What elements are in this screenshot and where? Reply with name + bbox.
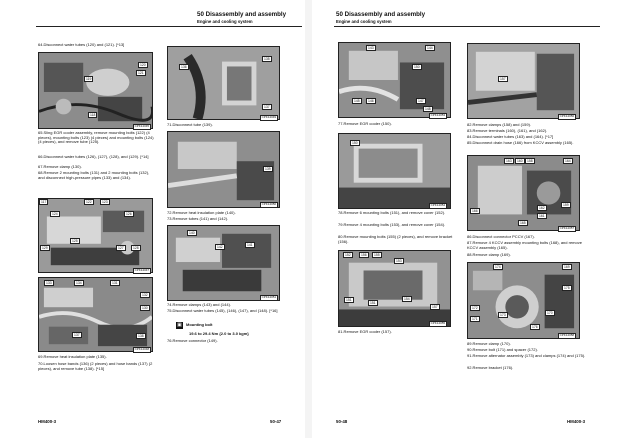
step-80: 80.Remove mounting bolts (155) (2 pieces), and remove bracket (156). <box>338 234 453 244</box>
step-72: 72.Remove heat insulation plate (140). <box>167 210 236 215</box>
page-subtitle: Engine and cooling system <box>336 19 392 24</box>
callout-156: 156 <box>361 253 367 257</box>
callout-135: 135 <box>264 57 270 61</box>
callout-122: 122 <box>86 200 92 204</box>
callout-145: 145 <box>354 99 360 103</box>
callout-173: 173 <box>500 313 506 317</box>
footer-page: 50-48 <box>336 419 348 424</box>
callout-158: 158 <box>527 159 533 163</box>
step-82: 82.Remove clamps (158) and (159). <box>467 122 532 127</box>
right-page <box>312 0 620 438</box>
step-77: 77.Remove EGR cooler (150). <box>338 121 392 126</box>
step-74: 74.Remove clamps (143) and (144). <box>167 302 232 307</box>
footer-page: 50-47 <box>270 419 282 424</box>
step-78: 78.Remove 6 mounting bolts (151), and remove cover (152). <box>338 210 446 215</box>
callout-154: 154 <box>404 297 410 301</box>
step-81: 81.Remove EGR cooler (157). <box>338 329 392 334</box>
callout-128: 128 <box>133 246 139 250</box>
callout-120: 120 <box>140 63 146 67</box>
callout-124: 124 <box>52 212 58 216</box>
callout-151: 151 <box>346 298 352 302</box>
step-76: 76.Remove connector (149). <box>167 338 218 343</box>
fig-id: CPK14057 <box>559 226 575 230</box>
callout-144: 144 <box>427 46 433 50</box>
callout-126: 126 <box>126 212 132 216</box>
step-90: 90.Remove bolt (171) and spacer (172). <box>467 347 538 352</box>
callout-139: 139 <box>265 167 271 171</box>
callout-143: 143 <box>368 46 374 50</box>
callout-141: 141 <box>247 243 253 247</box>
callout-151b: 151 <box>370 301 376 305</box>
callout-159: 159 <box>563 203 569 207</box>
callout-146: 146 <box>368 99 374 103</box>
callout-169: 169 <box>564 265 570 269</box>
fig-id: CPK14045 <box>134 124 150 128</box>
step-70: 70.Loosen hose bands (136) (2 pieces) and hose bands (137) (2 pieces), and remove tube (138). [*15] <box>38 361 153 371</box>
callout-160: 160 <box>517 159 523 163</box>
callout-155: 155 <box>374 253 380 257</box>
callout-157b: 157 <box>500 77 506 81</box>
fig-id: CPK14049 <box>261 115 277 119</box>
fig-id: CPK14054 <box>430 203 446 207</box>
footer-model: HM400-3 <box>38 419 57 424</box>
fig-id: CPK14051 <box>261 295 277 299</box>
footer-model: HM400-3 <box>567 419 586 424</box>
engine-photo-77 <box>338 42 451 118</box>
callout-138: 138 <box>138 334 144 338</box>
step-71: 71.Disconnect tube (139). <box>167 122 213 127</box>
callout-165: 165 <box>520 221 526 225</box>
callout-176: 176 <box>532 325 538 329</box>
page-title: 50 Disassembly and assembly <box>197 11 287 18</box>
fig-id: CPK14047 <box>134 268 150 272</box>
step-87: 87.Remove 4 KCCV assembly mounting bolts (168), and remove KCCV assembly (165). <box>467 240 582 250</box>
torque-icon: ▣ <box>177 322 182 328</box>
step-64: 64.Disconnect water tubes (120) and (121). [*13] <box>38 42 125 47</box>
fig-id: CPK14058 <box>559 333 575 337</box>
fig-id: CPK14055 <box>430 321 446 325</box>
callout-119: 119 <box>86 77 92 81</box>
callout-150: 150 <box>414 65 420 69</box>
header-rule <box>334 26 600 27</box>
callout-136: 136 <box>181 65 187 69</box>
callout-171: 171 <box>472 317 478 321</box>
step-65: 65.Sling EGR cooler assembly, remove mounting bolts (122) (4 pieces), mounting bolts (123) (4 pieces) and mounting bolts (124) (4 pieces), and remove tube (125). <box>38 130 154 145</box>
step-92: 92.Remove bracket (176). <box>467 365 514 370</box>
torque-title: Mounting bolt <box>186 322 213 327</box>
callout-130: 130 <box>142 306 148 310</box>
callout-157: 157 <box>432 305 438 309</box>
callout-150b: 150 <box>352 141 358 145</box>
step-85: 85.Disconnect drain hose (166) from KCCV assembly (165). <box>467 140 574 145</box>
step-86: 86.Disconnect connector PCCV (167). <box>467 234 535 239</box>
step-89: 89.Remove clamp (170). <box>467 341 511 346</box>
callout-129: 129 <box>42 246 48 250</box>
step-75: 75.Disconnect water tubes (145), (146), (147), and (148). [*16] <box>167 308 278 313</box>
callout-152: 152 <box>345 253 351 257</box>
engine-photo-68 <box>38 277 153 352</box>
callout-163: 163 <box>506 159 512 163</box>
engine-photo-65 <box>38 198 153 273</box>
step-69: 69.Remove heat insulation plate (135). <box>38 354 107 359</box>
step-88: 88.Remove clamp (169). <box>467 252 511 257</box>
callout-164: 164 <box>565 159 571 163</box>
step-83: 83.Remove terminals (160), (161), and (162). <box>467 128 548 133</box>
callout-147: 147 <box>418 99 424 103</box>
step-68: 68.Remove 2 mounting bolts (131) and 2 mounting bolts (132), and disconnect high-pressure pipes (133) and (134). <box>38 170 150 180</box>
callout-132: 132 <box>142 293 148 297</box>
step-67: 67.Remove clamp (130). <box>38 164 82 169</box>
callout-172: 172 <box>472 306 478 310</box>
fig-id: CPK14056 <box>559 114 575 118</box>
page-subtitle: Engine and cooling system <box>197 19 253 24</box>
fig-id: CPK14048 <box>134 347 150 351</box>
callout-117: 117 <box>41 200 47 204</box>
left-page <box>0 0 305 438</box>
callout-123: 123 <box>102 200 108 204</box>
callout-148: 148 <box>425 107 431 111</box>
step-84: 84.Disconnect water tubes (163) and (164). [*17] <box>467 134 554 139</box>
callout-162: 162 <box>539 206 545 210</box>
callout-170: 170 <box>547 311 553 315</box>
torque-value: 19.6 to 29.4 Nm {2.0 to 3.0 kgm} <box>189 331 249 336</box>
engine-photo-89 <box>467 262 580 339</box>
page-title: 50 Disassembly and assembly <box>336 11 426 18</box>
fig-id: CPK14050 <box>261 202 277 206</box>
callout-153: 153 <box>396 259 402 263</box>
callout-175: 175 <box>564 286 570 290</box>
engine-photo-74 <box>167 225 280 301</box>
callout-166: 166 <box>472 209 478 213</box>
engine-photo-82 <box>467 43 580 119</box>
callout-133: 133 <box>46 281 52 285</box>
callout-137b: 137 <box>264 105 270 109</box>
callout-134: 134 <box>76 281 82 285</box>
gutter <box>305 0 312 438</box>
callout-142: 142 <box>217 245 223 249</box>
step-73: 73.Remove tubes (141) and (142). <box>167 216 229 221</box>
callout-127: 127 <box>118 246 124 250</box>
callout-174: 174 <box>495 265 501 269</box>
step-66: 66.Disconnect water tubes (126), (127), (128), and (129). [*14] <box>38 154 149 159</box>
step-79: 79.Remove 4 mounting bolts (153), and remove cover (154). <box>338 222 446 227</box>
callout-161: 161 <box>539 214 545 218</box>
callout-140: 140 <box>189 231 195 235</box>
header-rule <box>36 26 302 27</box>
callout-137: 137 <box>74 333 80 337</box>
step-91: 91.Remove alternator assembly (173) and clamps (174) and (175). <box>467 353 586 358</box>
callout-125: 125 <box>72 239 78 243</box>
fig-id: CPK14053 <box>430 113 446 117</box>
callout-118: 118 <box>90 113 96 117</box>
callout-121: 121 <box>138 71 144 75</box>
callout-131: 131 <box>112 281 118 285</box>
